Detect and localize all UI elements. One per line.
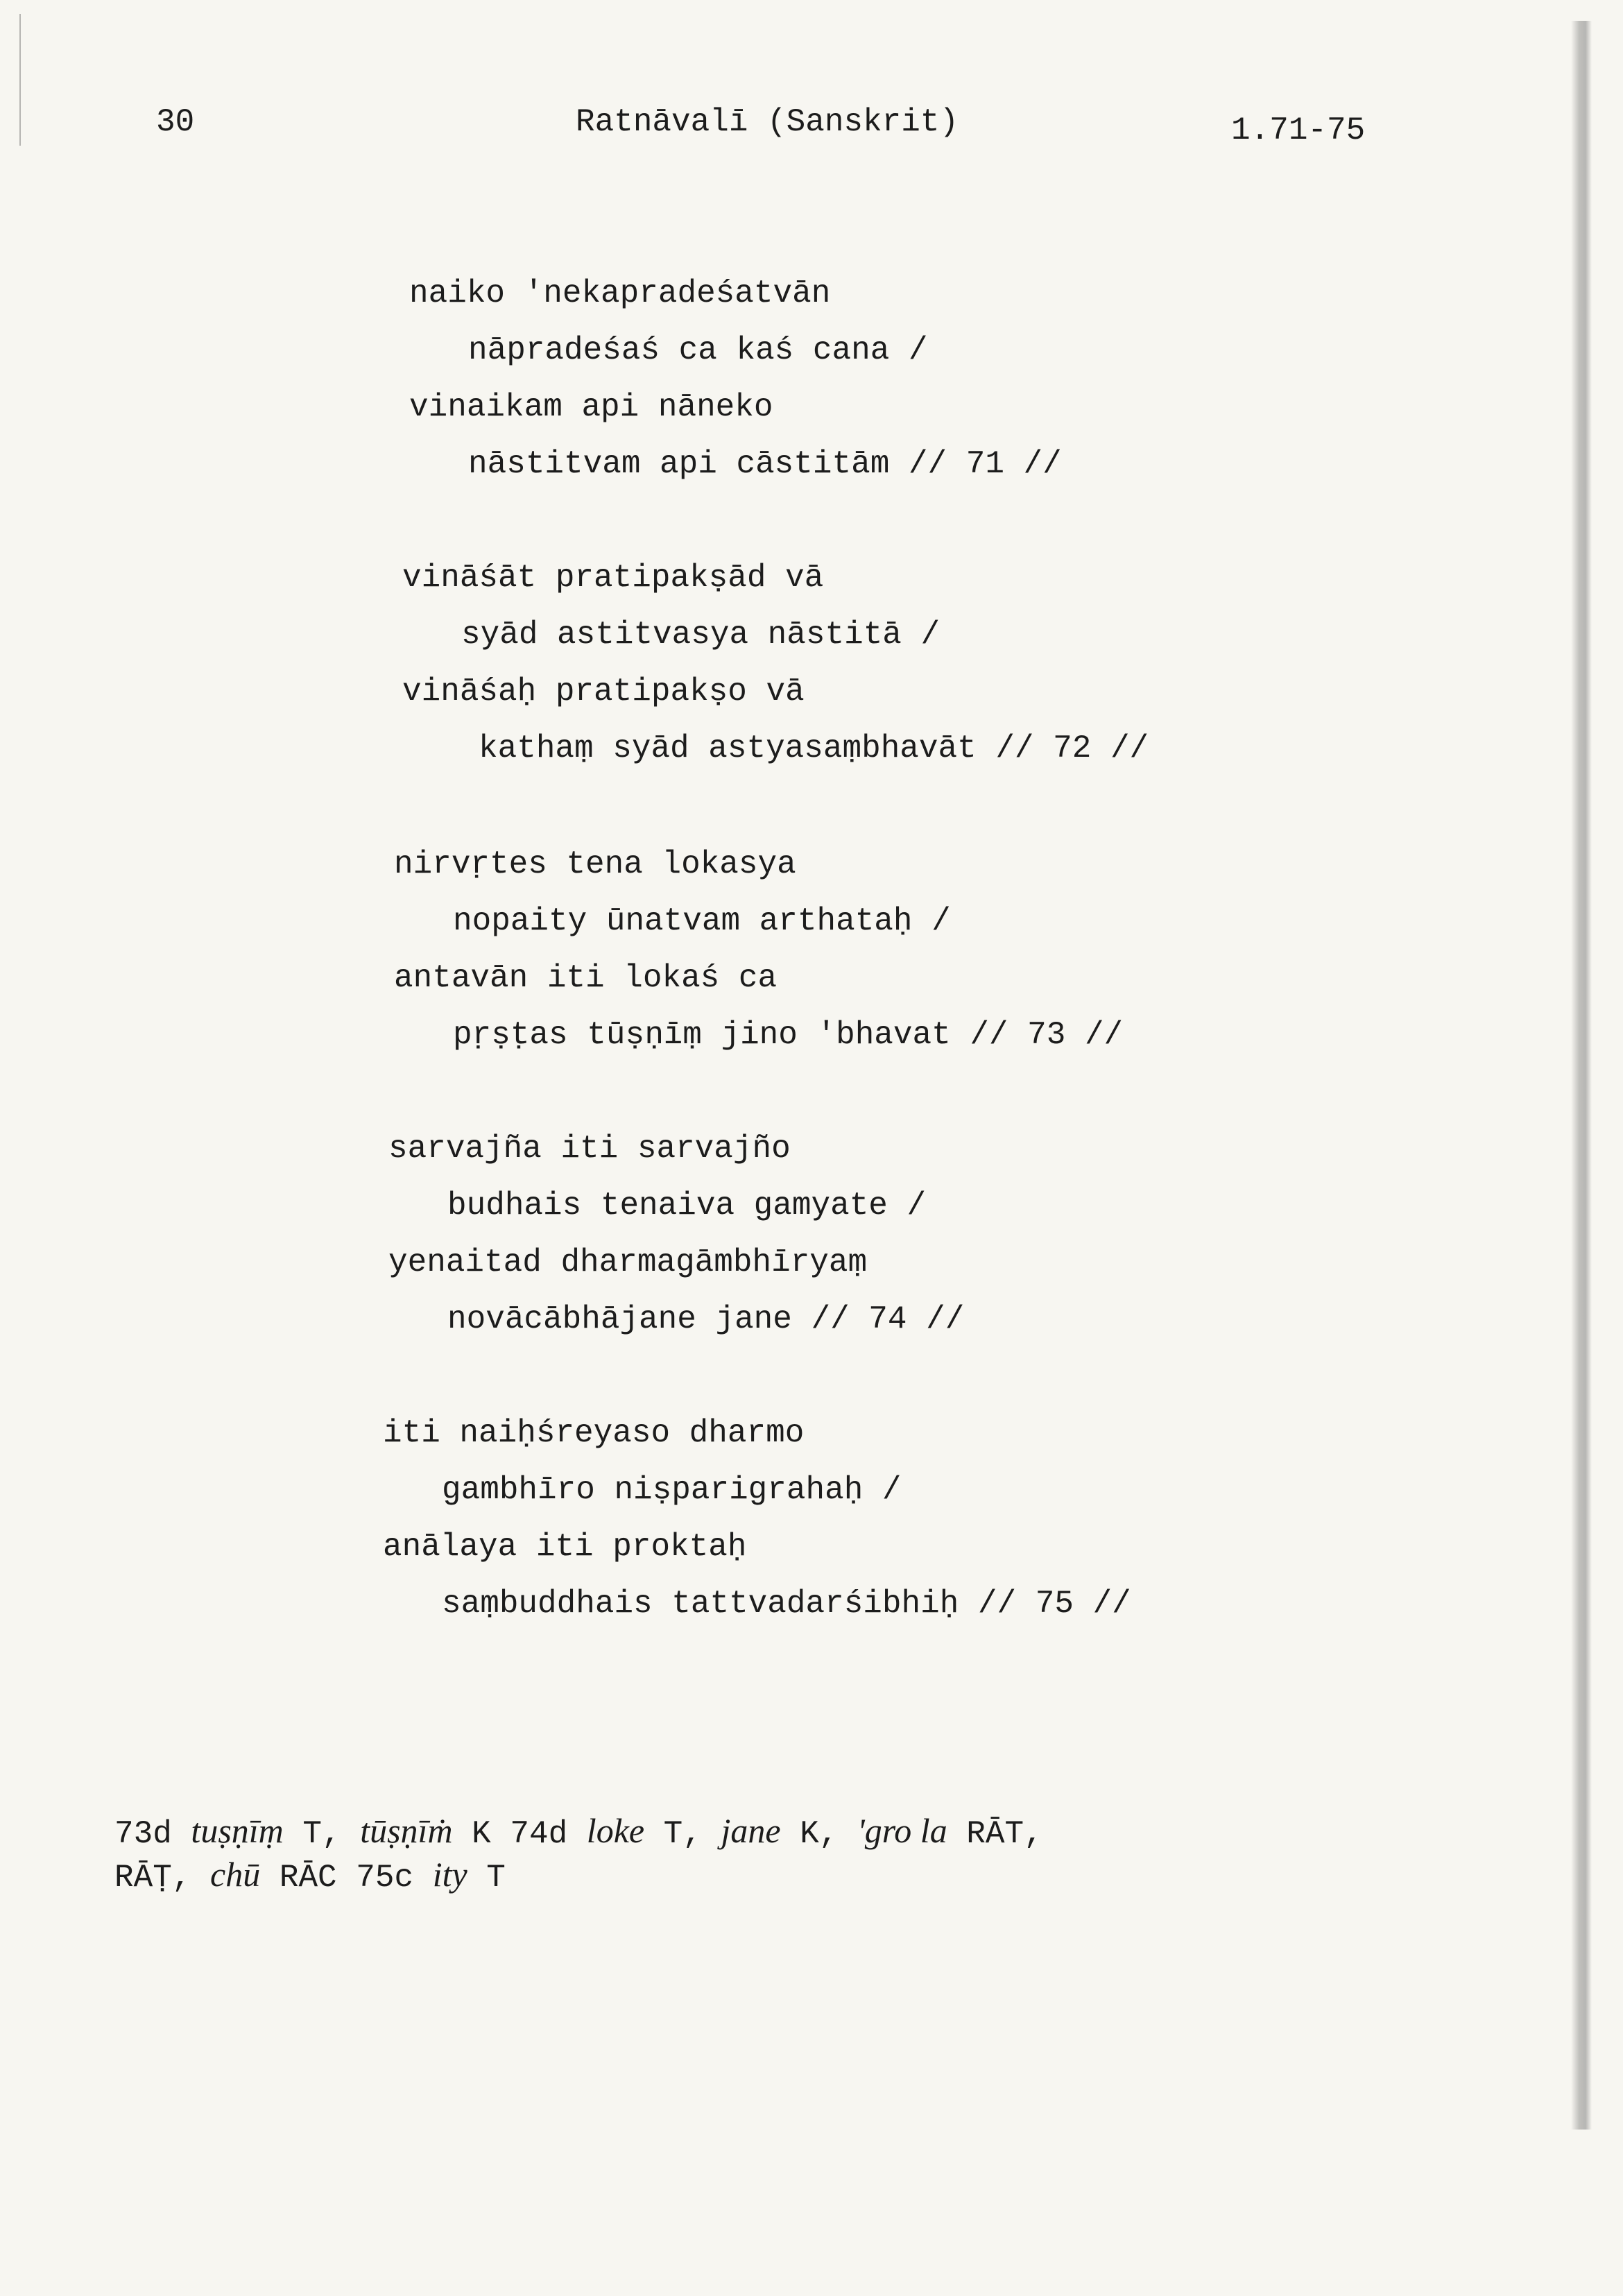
witness-siglum: T, — [283, 1816, 361, 1852]
footnote-line-1 — [114, 1810, 1043, 1854]
verse-line: vinaikam api nāneko — [409, 389, 773, 425]
variant-reading: loke — [586, 1811, 645, 1850]
verse-73 — [394, 836, 1123, 1063]
verse-line: vināśaḥ pratipakṣo vā — [402, 674, 805, 710]
verse-line: kathaṃ syād astyasaṃbhavāt // 72 // — [479, 730, 1149, 766]
footnote-ref: RĀC 75c — [260, 1860, 433, 1896]
verse-line: yenaitad dharmagāmbhīryaṃ — [388, 1244, 868, 1280]
verse-line: iti naiḥśreyaso dharmo — [383, 1415, 805, 1451]
variant-reading: tuṣṇīṃ — [191, 1811, 284, 1850]
critical-apparatus-footnotes — [114, 1810, 1043, 1898]
verse-line: gambhīro niṣparigrahaḥ / — [442, 1472, 902, 1508]
verse-72 — [402, 549, 1149, 777]
witness-siglum: T — [467, 1860, 506, 1896]
verse-75 — [383, 1405, 1131, 1632]
witness-siglum: K, — [780, 1816, 858, 1852]
verse-line: nirvṛtes tena lokasya — [394, 846, 796, 882]
witness-siglum: RĀT, — [947, 1816, 1043, 1852]
verse-line: budhais tenaiva gamyate / — [447, 1188, 927, 1224]
verse-line: vināśāt pratipakṣād vā — [402, 560, 824, 596]
verse-line: saṃbuddhais tattvadarśibhiḥ // 75 // — [442, 1586, 1131, 1622]
verse-line: syād astitvasya nāstitā / — [461, 617, 941, 653]
witness-siglum: T, — [644, 1816, 721, 1852]
verse-line: nāpradeśaś ca kaś cana / — [468, 332, 928, 368]
verse-line: naiko 'nekapradeśatvān — [409, 275, 831, 311]
verse-74 — [388, 1120, 964, 1348]
running-title: Ratnāvalī (Sanskrit) — [576, 104, 959, 140]
verse-line: nopaity ūnatvam arthataḥ / — [453, 903, 951, 939]
variant-reading: jane — [721, 1811, 781, 1850]
verse-line: novācābhājane jane // 74 // — [447, 1301, 965, 1337]
scan-page-edge-shadow — [1571, 21, 1592, 2130]
footnote-line-2 — [114, 1854, 1043, 1898]
footnote-ref: 73d — [114, 1816, 191, 1852]
verse-line: nāstitvam api cāstitām // 71 // — [468, 446, 1062, 482]
verse-range: 1.71-75 — [1231, 112, 1366, 148]
variant-reading: 'gro la — [857, 1811, 947, 1850]
verse-line: sarvajña iti sarvajño — [388, 1131, 791, 1167]
variant-reading: tūṣṇīṁ — [360, 1811, 453, 1850]
verse-71 — [409, 265, 1062, 492]
page-number: 30 — [156, 104, 195, 140]
verse-line: antavān iti lokaś ca — [394, 960, 778, 996]
verse-line: anālaya iti proktaḥ — [383, 1529, 747, 1565]
scan-margin-line — [19, 14, 21, 146]
variant-reading: ity — [432, 1855, 467, 1894]
variant-reading: chū — [210, 1855, 261, 1894]
witness-siglum: RĀṬ, — [114, 1860, 211, 1896]
witness-siglum: K 74d — [452, 1816, 587, 1852]
verse-line: pṛṣṭas tūṣṇīṃ jino 'bhavat // 73 // — [453, 1017, 1124, 1053]
